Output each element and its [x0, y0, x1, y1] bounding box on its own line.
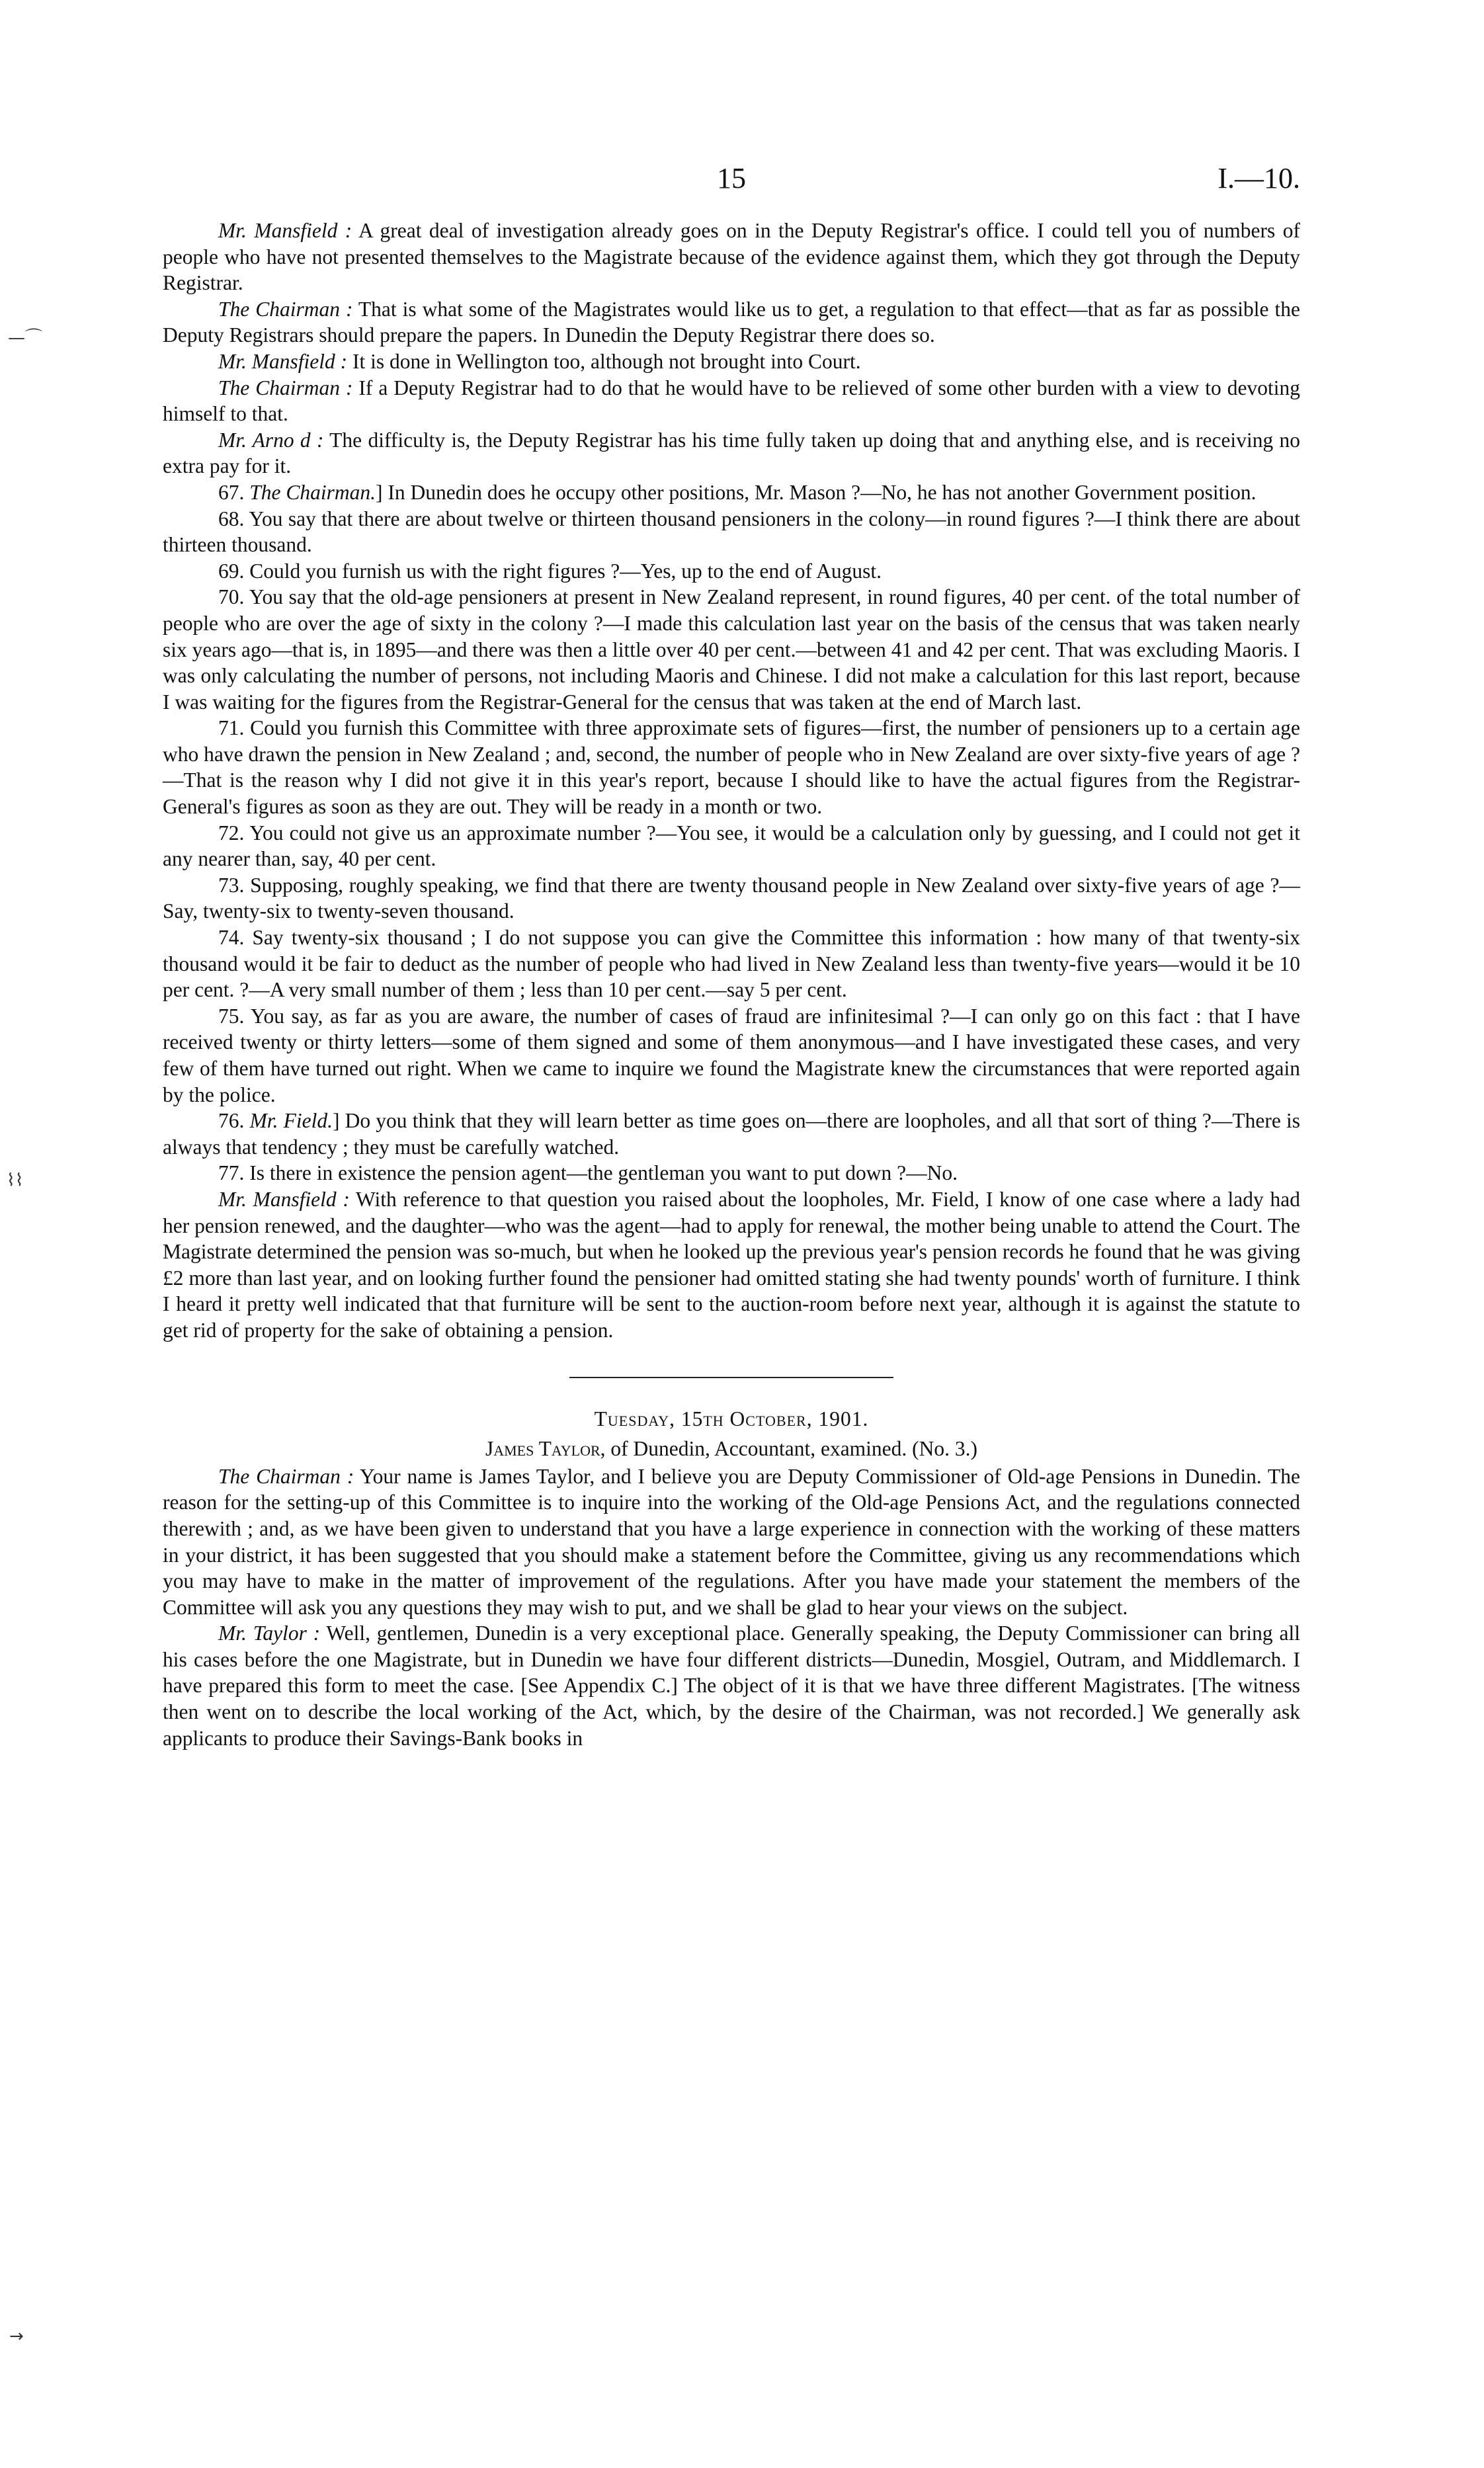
margin-mark: ⌇⌇ — [7, 1171, 24, 1190]
document-reference: I.—10. — [1217, 162, 1300, 194]
paragraph-text: With reference to that question you raised about the loopholes, Mr. Field, I know of one case where a lady had her pension renewed, and the daughter—who was the agent—had to apply for renewal, the mother being unable to attend the Court. The Magistrate determined the pension was so-much, but when he looked up the previous year's pension records he found that he was giving £2 more than last year, and on looking further found the pensioner had omitted stating she had twenty pounds' worth of furniture. I think I heard it pretty well indicated that that furniture will be sent to the auction-room before next year, although it is against the statute to get rid of property for the sake of obtaining a pension. — [163, 1187, 1300, 1342]
testimony-paragraph — [163, 1186, 1300, 1344]
paragraph-text: ] Do you think that they will learn better as time goes on—there are loopholes, and all that sort of thing ?—There is always that tendency ; they must be carefully watched. — [163, 1109, 1301, 1159]
margin-mark: → — [9, 2326, 24, 2346]
witness-heading — [163, 1436, 1300, 1462]
testimony-paragraph — [163, 1108, 1300, 1160]
paragraph-text: 75. You say, as far as you are aware, the number of cases of fraud are infinitesimal ?—I can only go on this fact : that I have received twenty or thirty letters—some of them signed and some of them anonymous—and I have investigated these cases, and very few of them have turned out right. When we came to inquire we found the Magistrate knew the circumstances that were reported again by the police. — [163, 1004, 1300, 1106]
paragraph-text: 73. Supposing, roughly speaking, we find that there are twenty thousand people in New Zealand over sixty-five years of age ?—Say, twenty-six to twenty-seven thousand. — [163, 873, 1300, 923]
testimony-paragraph — [163, 375, 1300, 427]
speaker-name: The Chairman : — [218, 376, 353, 399]
paragraph-text: That is what some of the Magistrates would like us to get, a regulation to that effect—that as far as possible the Deputy Registrars should prepare the papers. In Dunedin the Deputy Registrar there does so. — [163, 297, 1300, 347]
paragraph-text: 70. You say that the old-age pensioners at present in New Zealand represent, in round figures, 40 per cent. of the total number of people who are over the age of sixty in the colony ?—I made this calculation last year on the basis of the census that was taken nearly six years ago—that is, in 1895—and there was then a little over 40 per cent.—between 41 and 42 per cent. That was excluding Maoris. I was only calculating the number of persons, not including Maoris and Chinese. I did not make a calculation for this last report, because I was waiting for the figures from the Registrar-General for the census that was taken at the end of March last. — [163, 585, 1300, 714]
speaker-name: Mr. Taylor : — [218, 1622, 321, 1645]
testimony-paragraph — [163, 506, 1300, 558]
paragraph-text: The difficulty is, the Deputy Registrar has his time fully taken up doing that and anything else, and is receiving no extra pay for it. — [163, 428, 1300, 478]
paragraph-text: It is done in Wellington too, although not brought into Court. — [347, 349, 861, 373]
question-number: 76. — [218, 1109, 250, 1133]
session-date: Tuesday, 15th October, 1901. — [594, 1407, 869, 1430]
paragraph-text: Your name is James Taylor, and I believe you are Deputy Commissioner of Old-age Pensions in Dunedin. The reason for the setting-up of this Committee is to inquire into the working of the Old-age Pensions Act, and the regulations connected therewith ; and, as we have been given to understand that you have a large experience in connection with the working of these matters in your district, it has been suggested that you should make a statement before the Committee, giving us any recommendations which you may have to make in the matter of improvement of the regulations. After you have made your statement the members of the Committee will ask you any questions they may wish to put, and we shall be glad to hear your views on the subject. — [163, 1464, 1300, 1619]
paragraph-text: 71. Could you furnish this Committee with three approximate sets of figures—first, the number of pensioners up to a certain age who have drawn the pension in New Zealand ; and, second, the number of people who in New Zealand are over sixty-five years of age ?—That is the reason why I did not give it in this year's report, because I should like to have the actual figures from the Registrar-General's figures as soon as they are out. They will be ready in a month or two. — [163, 716, 1300, 819]
testimony-paragraph — [163, 925, 1300, 1003]
witness-description: of Dunedin, Accountant, examined. (No. 3.) — [605, 1437, 978, 1461]
paragraph-text: If a Deputy Registrar had to do that he would have to be relieved of some other burden with a view to devoting himself to that. — [163, 376, 1300, 426]
testimony-paragraph — [163, 820, 1300, 872]
witness-name: James Taylor, — [485, 1437, 606, 1461]
speaker-name: Mr. Field. — [249, 1109, 333, 1133]
testimony-paragraph — [163, 1620, 1300, 1751]
paragraph-text: Well, gentlemen, Dunedin is a very exceptional place. Generally speaking, the Deputy Commissioner can bring all his cases before the one Magistrate, but in Dunedin we have four different districts—Dunedin, Mosgiel, Outram, and Middlemarch. I have prepared this form to meet the case. [See Appendix C.] The object of it is that we have three different Magistrates. [The witness then went on to describe the local working of the Act, which, by the desire of the Chairman, was not recorded.] We generally ask applicants to produce their Savings-Bank books in — [163, 1622, 1300, 1750]
testimony-paragraph — [163, 584, 1300, 715]
speaker-name: The Chairman : — [218, 1464, 354, 1488]
testimony-paragraph — [163, 558, 1300, 585]
testimony-paragraph — [163, 715, 1300, 819]
testimony-paragraph — [163, 1463, 1300, 1621]
testimony-body-top — [163, 218, 1300, 1344]
testimony-paragraph — [163, 872, 1300, 925]
paragraph-text: 74. Say twenty-six thousand ; I do not suppose you can give the Committee this information : how many of that twenty-six thousand would it be fair to deduct as the number of people who had lived in New Zealand less than twenty-five years—would it be 10 per cent. ?—A very small number of them ; less than 10 per cent.—say 5 per cent. — [163, 926, 1300, 1002]
section-divider — [569, 1377, 893, 1378]
page-header — [163, 162, 1300, 203]
paragraph-text: 72. You could not give us an approximate number ?—You see, it would be a calculation only by guessing, and I could not get it any nearer than, say, 40 per cent. — [163, 821, 1300, 871]
testimony-body-bottom — [163, 1463, 1300, 1752]
speaker-name: Mr. Mansfield : — [218, 1187, 350, 1211]
speaker-name: The Chairman : — [218, 297, 353, 321]
paragraph-text: ] In Dunedin does he occupy other positions, Mr. Mason ?—No, he has not another Government position. — [376, 480, 1257, 504]
question-number: 67. — [218, 480, 250, 504]
testimony-paragraph — [163, 218, 1300, 296]
testimony-paragraph — [163, 427, 1300, 479]
testimony-paragraph — [163, 1003, 1300, 1108]
speaker-name: The Chairman. — [249, 480, 376, 504]
paragraph-text: 77. Is there in existence the pension agent—the gentleman you want to put down ?—No. — [218, 1161, 958, 1185]
margin-mark: —⌒ — [8, 328, 43, 348]
testimony-paragraph — [163, 349, 1300, 375]
speaker-name: Mr. Mansfield : — [218, 349, 348, 373]
paragraph-text: 69. Could you furnish us with the right figures ?—Yes, up to the end of August. — [218, 559, 882, 583]
testimony-paragraph — [163, 296, 1300, 349]
speaker-name: Mr. Arno d : — [218, 428, 324, 452]
paragraph-text: 68. You say that there are about twelve or thirteen thousand pensioners in the colony—in round figures ?—I think there are about thirteen thousand. — [163, 507, 1300, 557]
document-page — [163, 162, 1300, 1751]
testimony-paragraph — [163, 1160, 1300, 1186]
speaker-name: Mr. Mansfield : — [218, 219, 352, 242]
testimony-paragraph — [163, 479, 1300, 506]
paragraph-text: A great deal of investigation already goes on in the Deputy Registrar's office. I could tell you of numbers of people who have not presented themselves to the Magistrate because of the evidence against them, which they got through the Deputy Registrar. — [163, 219, 1300, 295]
page-number: 15 — [717, 162, 746, 194]
